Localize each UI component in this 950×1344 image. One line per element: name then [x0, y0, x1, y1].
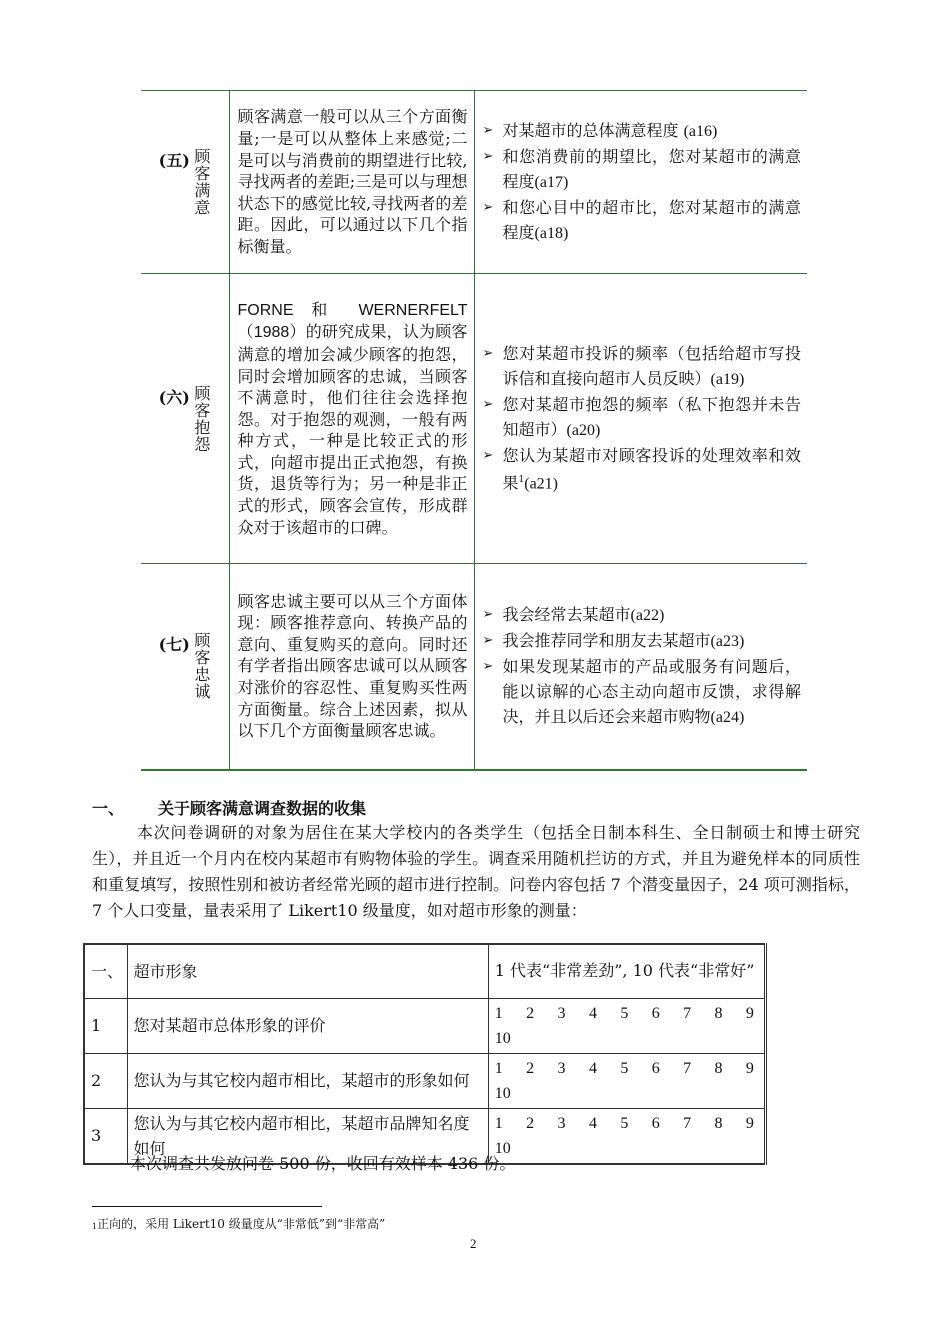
dimension-name: 顾客抱怨 [191, 384, 211, 453]
list-item: ➢ 如果发现某超市的产品或服务有问题后，能以谅解的心态主动向超市反馈，求得解决，并且以后还会来超市购物(a24) [483, 654, 802, 730]
table-row [141, 274, 807, 564]
list-item: ➢ 我会推荐同学和朋友去某超市(a23) [483, 628, 802, 654]
dimension-name: 顾客满意 [191, 148, 211, 216]
arrow-bullet-icon: ➢ [482, 396, 494, 412]
items-cell [474, 91, 807, 274]
page-number: 2 [470, 1236, 477, 1251]
dimension-cell [141, 564, 229, 770]
header-label-cell: 超市形象 [127, 944, 488, 998]
scale-cell: 1 2 3 4 5 6 7 8 9 10 [488, 1108, 765, 1164]
section-title: 关于顾客满意调查数据的收集 [158, 799, 367, 818]
arrow-bullet-icon: ➢ [482, 659, 494, 675]
dimension-name: 顾客忠诚 [191, 632, 211, 701]
section-number: 一、 [92, 799, 125, 818]
dimension-cell [141, 274, 229, 564]
items-cell [474, 274, 807, 564]
dimension-cell [141, 91, 229, 274]
table-row [141, 91, 807, 274]
indicator-list [475, 602, 808, 730]
scale-cell: 1 2 3 4 5 6 7 8 9 10 [488, 998, 765, 1053]
footnote: $^1$正向的，采用 Likert10 级量度从“非常低”到“非常高” [92, 1217, 386, 1231]
dimension-description: 顾客忠诚主要可以从三个方面体现：顾客推荐意向、转换产品的意向、重复购买的意向。同时还有学者指出顾客忠诚可以从顾客对涨价的容忍性、重复购买性两方面衡量。综合上述因素，拟从以下几个方面衡量顾客忠诚。 [237, 591, 468, 741]
description-cell [229, 274, 474, 564]
body-paragraph: 本次问卷调研的对象为居住在某大学校内的各类学生（包括全日制本科生、全日制硕士和博士研究生），并且近一个月内在校内某超市有购物体验的学生。调查采用随机拦访的方式，并且为避免样本的同质性和重复填写，按照性别和被访者经常光顾的超市进行控制。问卷内容包括 7 个潜变量因子，24 项可测指标，7 个人口变量，量表采用了 Likert10 级量度，如对超市形象的测量： [92, 823, 860, 920]
rating-scale: 1 2 3 4 5 6 7 8 9 [494, 1114, 754, 1132]
row-num: 2 [84, 1053, 127, 1108]
row-question: 您对某超市总体形象的评价 [127, 998, 488, 1053]
list-item: ➢ 您认为某超市对顾客投诉的处理效率和效果$^1$(a21) [483, 443, 802, 496]
row-num: 1 [84, 998, 127, 1053]
indicator-list [475, 118, 808, 246]
list-item: ➢ 和您消费前的期望比，您对某超市的满意程度(a17) [483, 144, 802, 195]
list-item: ➢ 我会经常去某超市(a22) [483, 602, 802, 628]
arrow-bullet-icon: ➢ [482, 607, 494, 623]
dimension-description: 顾客满意一般可以从三个方面衡量;一是可以从整体上来感觉;二是可以与消费前的期望进行比较,寻找两者的差距;三是可以与理想状态下的感觉比较,寻找两者的差距。因此，可以通过以下几个指标衡量。 [237, 107, 468, 256]
result-sentence: 本次调查共发放问卷 500 份，收回有效样本 436 份。 [130, 1154, 516, 1173]
arrow-bullet-icon: ➢ [482, 123, 494, 138]
table-row [141, 564, 807, 770]
table-row [84, 1053, 766, 1108]
dimension-number: (六) [158, 387, 190, 407]
list-item: ➢ 您对某超市抱怨的频率（私下抱怨并未告知超市）(a20) [483, 392, 802, 443]
section-heading [92, 796, 366, 819]
indicator-list [475, 341, 808, 496]
dimension-number: (七) [158, 635, 190, 655]
footnote-divider [92, 1206, 322, 1207]
description-cell [229, 91, 474, 274]
list-item: ➢ 对某超市的总体满意程度 (a16) [483, 118, 802, 144]
dimension-number: (五) [158, 151, 190, 170]
arrow-bullet-icon: ➢ [482, 149, 494, 164]
row-num: 3 [84, 1108, 127, 1164]
list-item: ➢ 和您心目中的超市比，您对某超市的满意程度(a18) [483, 195, 802, 246]
table-header-row [84, 944, 766, 998]
rating-scale: 1 2 3 4 5 6 7 8 9 [494, 1059, 754, 1077]
description-cell [229, 564, 474, 770]
citation: FORNE 和 WERNERFELT（1988）的 [237, 301, 468, 342]
dimension-description: FORNE 和 WERNERFELT（1988）的研究成果，认为顾客满意的增加会减少顾客的抱怨，同时会增加顾客的忠诚，当顾客不满意时，他们往往会选择抱怨。对于抱怨的观测，一般有两种方式，一种是比较正式的形式，向超市提出正式抱怨，有换货，退货等行为；另一种是非正式的形式，顾客会宣传，形成群众对于该超市的口碑。 [237, 301, 468, 537]
row-question: 您认为与其它校内超市相比，某超市品牌知名度如何 [127, 1108, 488, 1164]
image-scale-table [83, 943, 767, 1165]
header-scale-cell: 1 代表“非常差劲”, 10 代表“非常好” [488, 944, 765, 998]
items-cell [474, 564, 807, 770]
scale-cell: 1 2 3 4 5 6 7 8 9 10 [488, 1053, 765, 1108]
footnote-mark: 1 [518, 474, 525, 485]
arrow-bullet-icon: ➢ [482, 633, 494, 649]
indicator-table [141, 90, 807, 771]
arrow-bullet-icon: ➢ [482, 447, 494, 463]
list-item: ➢ 您对某超市投诉的频率（包括给超市写投诉信和直接向超市人员反映）(a19) [483, 341, 802, 392]
rating-scale: 1 2 3 4 5 6 7 8 9 [494, 1004, 754, 1022]
arrow-bullet-icon: ➢ [482, 345, 494, 361]
table-row [84, 998, 766, 1053]
row-question: 您认为与其它校内超市相比，某超市的形象如何 [127, 1053, 488, 1108]
arrow-bullet-icon: ➢ [482, 200, 494, 215]
header-num-cell: 一、 [84, 944, 127, 998]
